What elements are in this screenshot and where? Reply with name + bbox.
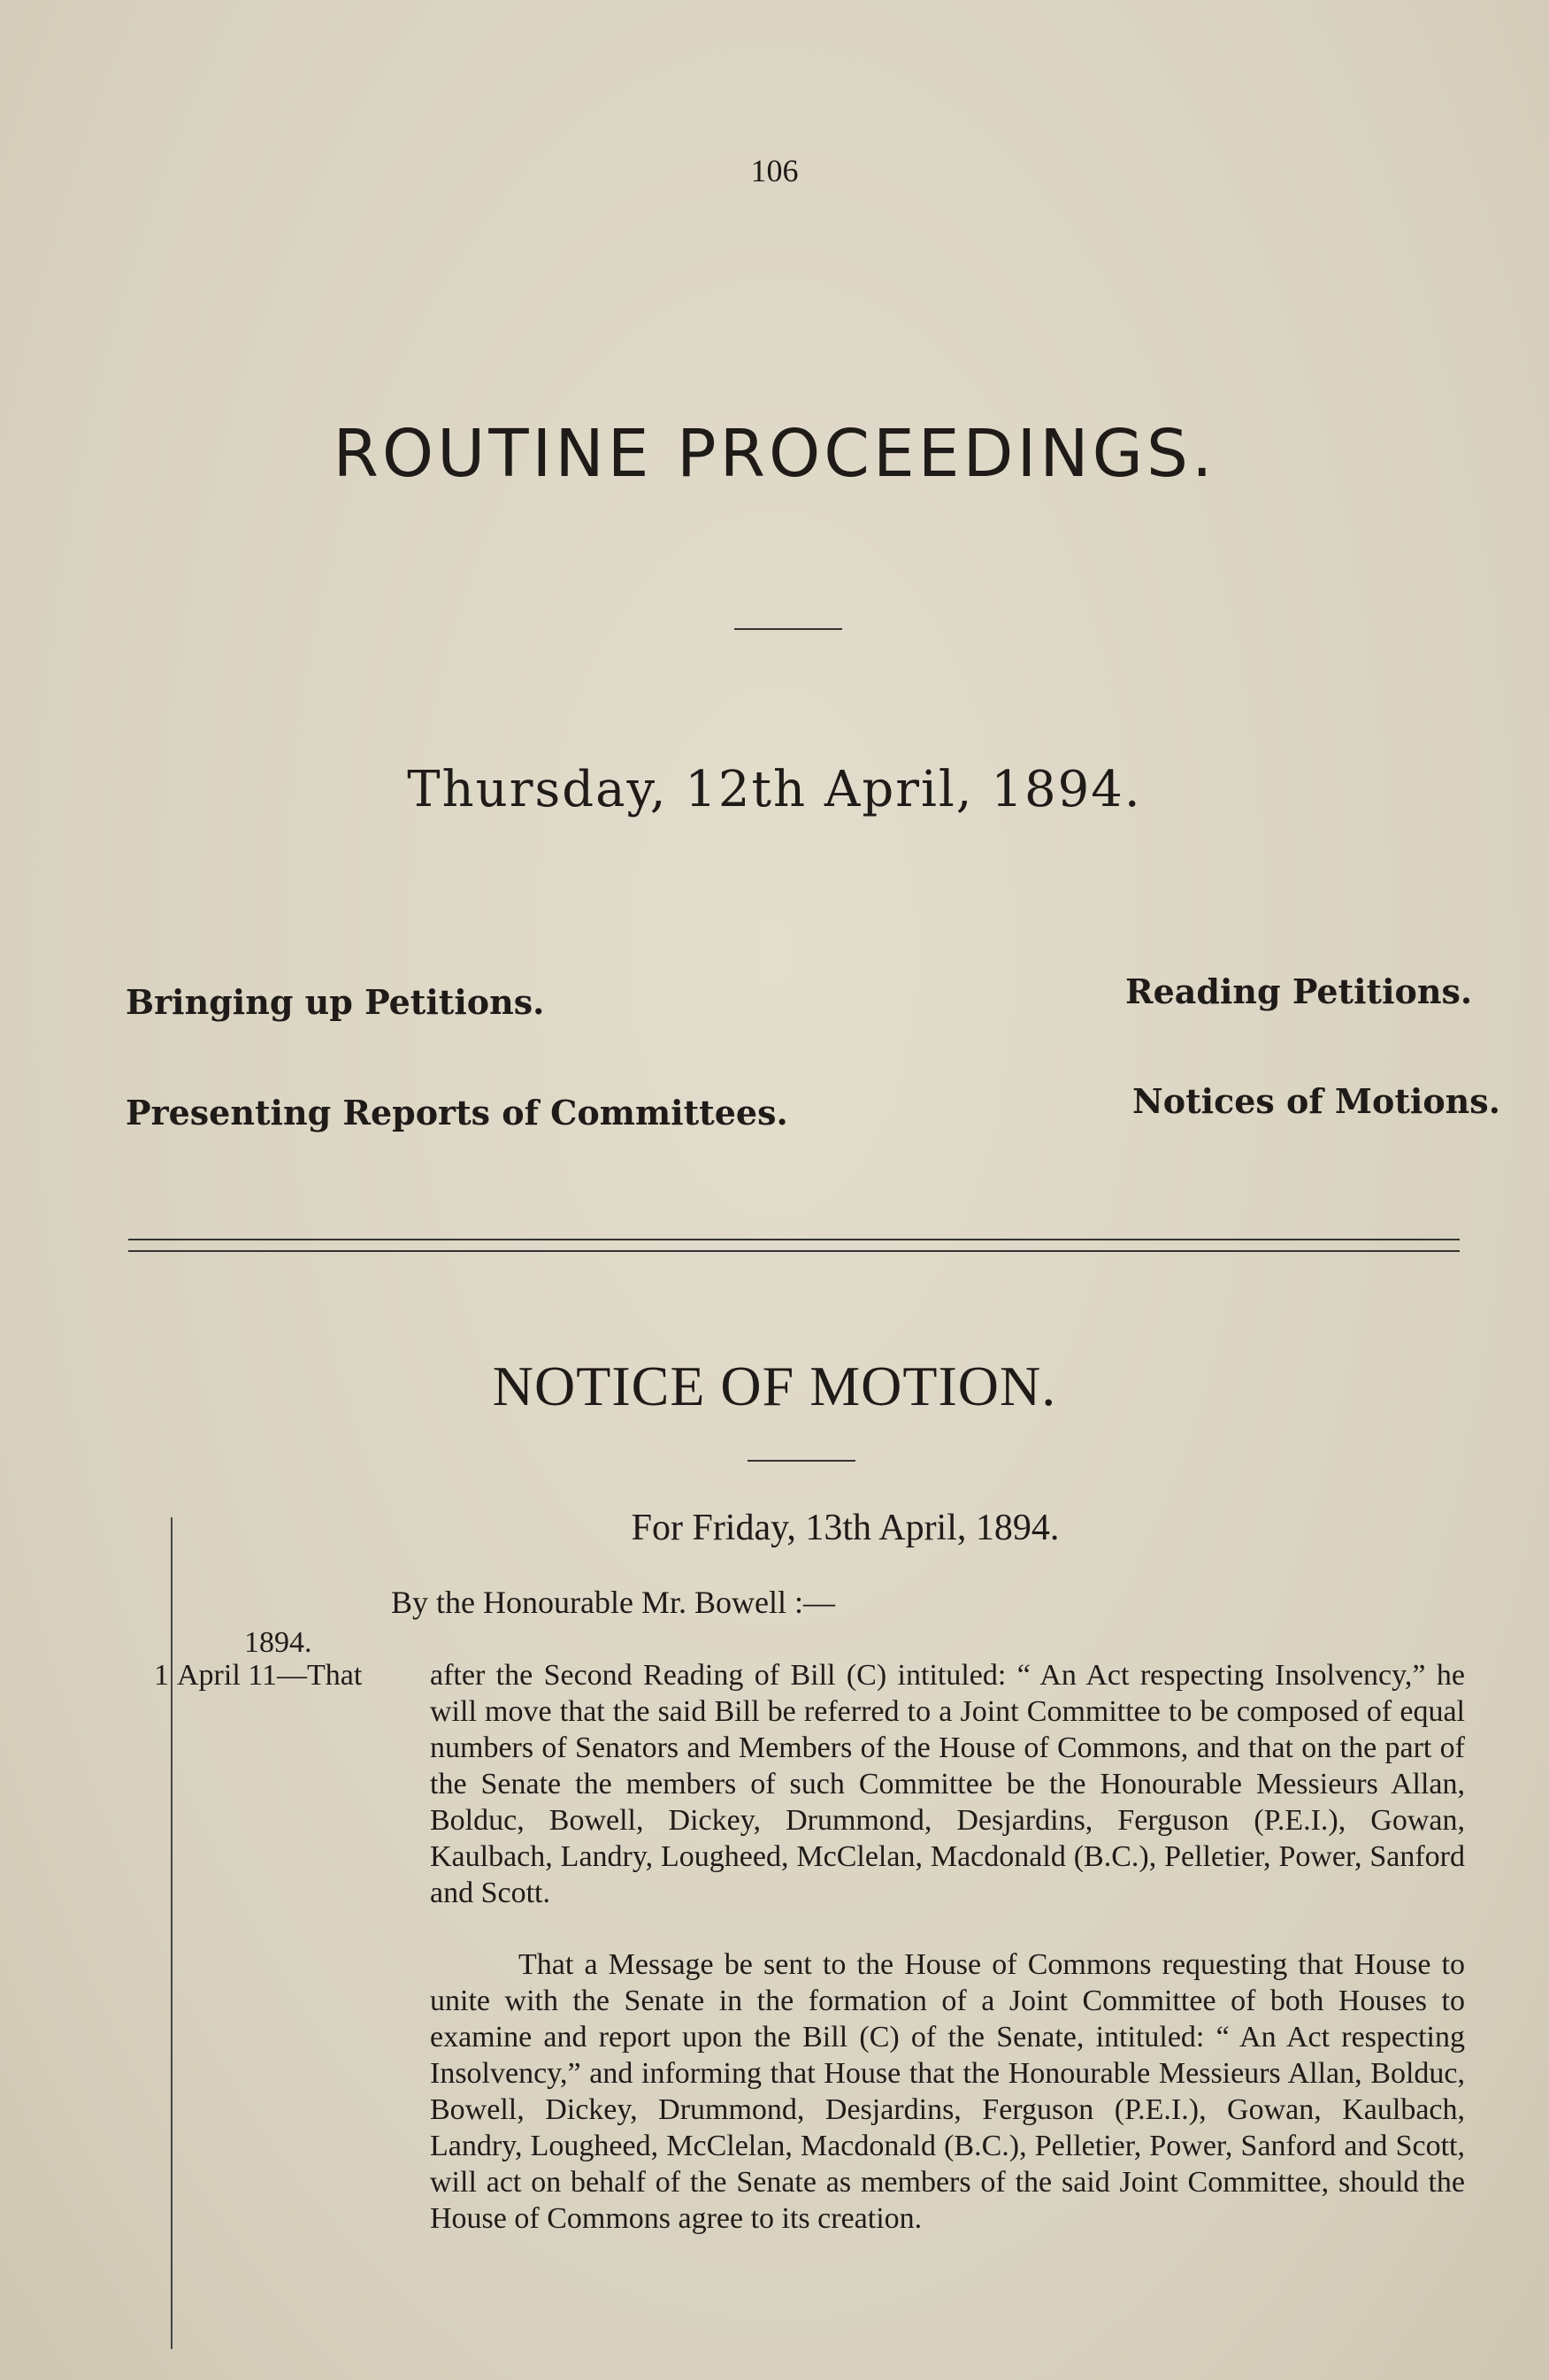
presenting-reports: Presenting Reports of Committees. — [126, 1093, 788, 1132]
motion-paragraph-1: after the Second Reading of Bill (C) intituled: “ An Act respecting Insolvency,” he will move that the said Bill be referred to a Joint Committee to be composed of equal numbers of Senators and Members of the House of Commons, and that on the part of the Senate the members of such Committee be the Honourable Messieurs Allan, Bolduc, Bowell, Dickey, Drummond, Desjardins, Ferguson (P.E.I.), Gowan, Kaulbach, Landry, Lougheed, McClelan, Macdonald (B.C.), Pelletier, Power, Sanford and Scott. — [430, 1659, 1465, 1909]
section-rule-bottom — [128, 1250, 1460, 1252]
bringing-up-petitions: Bringing up Petitions. — [126, 982, 545, 1022]
page-title: ROUTINE PROCEEDINGS. — [333, 416, 1216, 492]
title-divider — [734, 628, 842, 630]
motion-mover: By the Honourable Mr. Bowell :— — [391, 1585, 835, 1620]
notices-of-motions: Notices of Motions. — [1132, 1081, 1500, 1121]
notice-heading: NOTICE OF MOTION. — [492, 1355, 1057, 1417]
notice-year: 1894. — [244, 1626, 312, 1659]
notice-date-prefix: April 11—That — [177, 1659, 363, 1692]
margin-rule — [171, 1517, 173, 2349]
notice-divider — [748, 1460, 855, 1462]
notice-item-number: 1 — [154, 1659, 169, 1692]
section-rule-top — [128, 1239, 1460, 1240]
page-number: 106 — [750, 153, 799, 188]
notice-for-date: For Friday, 13th April, 1894. — [631, 1508, 1060, 1548]
motion-paragraph-2: That a Message be sent to the House of Commons requesting that House to unite with the Senate in the formation of a Joint Committee of both Houses to examine and report upon the Bill (C) of the Senate, intituled: “ An Act respecting Insolvency,” and informing that House that the Honourable Messieurs Allan, Bolduc, Bowell, Dickey, Drummond, Desjardins, Ferguson (P.E.I.), Gowan, Kaulbach, Landry, Lougheed, McClelan, Macdonald (B.C.), Pelletier, Power, Sanford and Scott, will act on behalf of the Senate as members of the said Joint Committee, should the House of Commons agree to its creation. — [430, 1948, 1465, 2235]
sitting-date: Thursday, 12th April, 1894. — [407, 761, 1142, 818]
reading-petitions: Reading Petitions. — [1125, 971, 1473, 1011]
